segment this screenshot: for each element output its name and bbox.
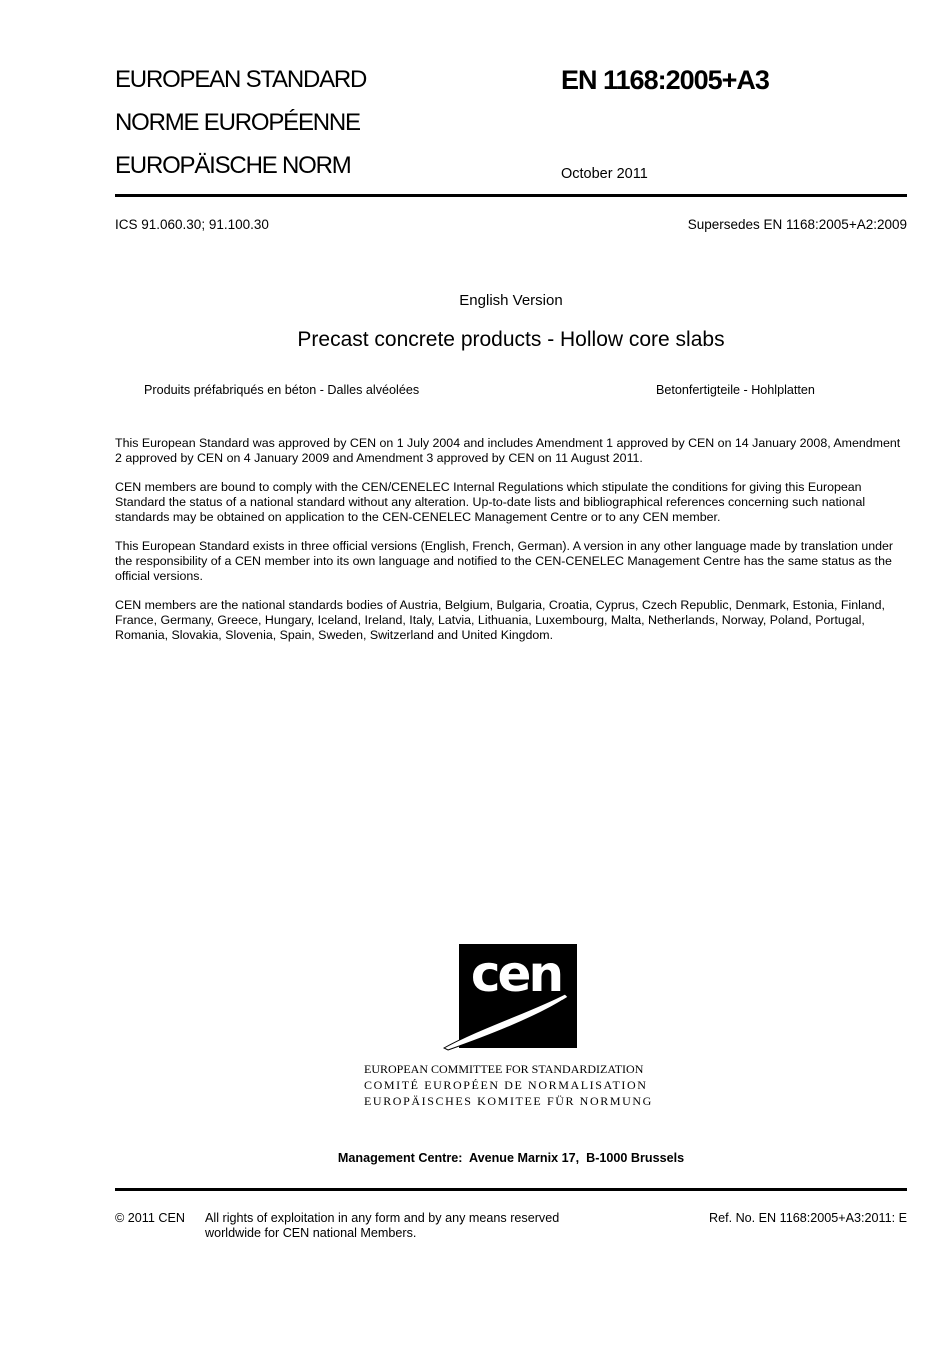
version-label: English Version (459, 292, 563, 309)
cen-logo-graphic (440, 942, 580, 1054)
committee-german: EUROPÄISCHES KOMITEE FÜR NORMUNG (364, 1094, 653, 1108)
cen-logo (440, 942, 580, 1054)
committee-french: COMITÉ EUROPÉEN DE NORMALISATION (364, 1078, 648, 1092)
body-text (115, 436, 907, 657)
title-french: NORME EUROPÉENNE (115, 109, 360, 136)
header-rule (115, 194, 907, 197)
title-german-translation: Betonfertigteile - Hohlplatten (656, 383, 815, 397)
document-title: Precast concrete products - Hollow core slabs (297, 328, 725, 351)
standard-number: EN 1168:2005+A3 (561, 65, 769, 95)
cen-logo-text: cen (470, 945, 562, 1003)
ics-codes: ICS 91.060.30; 91.100.30 (115, 217, 269, 232)
committee-english: EUROPEAN COMMITTEE FOR STANDARDIZATION (364, 1062, 644, 1076)
rights-line-1: All rights of exploitation in any form and by any means reserved (205, 1211, 560, 1225)
paragraph-members: CEN members are the national standards bodies of Austria, Belgium, Bulgaria, Croatia, Cyprus, Czech Republic, Denmark, Estonia, Finland, France, Germany, Greece, Hungary, Iceland, Ireland, Italy, Latvia, Lithuania, Luxembourg, Malta, Netherlands, Norway, Poland, Portugal, Romania, Slovakia, Slovenia, Spain, Sweden, Switzerland and United Kingdom. (115, 598, 885, 642)
copyright: © 2011 CEN (115, 1211, 185, 1225)
title-french-translation: Produits préfabriqués en béton - Dalles alvéolées (144, 383, 420, 397)
reference-number: Ref. No. EN 1168:2005+A3:2011: E (708, 1211, 907, 1225)
title-english: EUROPEAN STANDARD (115, 66, 367, 93)
publication-date: October 2011 (561, 166, 648, 182)
footer-rule (115, 1188, 907, 1191)
title-german: EUROPÄISCHE NORM (115, 152, 351, 179)
paragraph-approval: This European Standard was approved by CEN on 1 July 2004 and includes Amendment 1 approved by CEN on 14 January 2008, Amendment 2 approved by CEN on 4 January 2009 and Amendment 3 approved by CEN on 11 August 2011. (115, 436, 901, 465)
management-centre: Management Centre: Avenue Marnix 17, B-1000 Brussels (337, 1151, 685, 1165)
paragraph-regulations: CEN members are bound to comply with the CEN/CENELEC Internal Regulations which stipulate the conditions for giving this European Standard the status of a national standard without any alteration. Up-to-date lists and bibliographical references concerning such national standards may be obtained on application to the CEN-CENELEC Management Centre or to any CEN member. (115, 480, 866, 524)
paragraph-versions: This European Standard exists in three official versions (English, French, German). A version in any other language made by translation under the responsibility of a CEN member into its own language and notified to the CEN-CENELEC Management Centre has the same status as the official versions. (115, 539, 894, 583)
rights-line-2: worldwide for CEN national Members. (205, 1226, 417, 1240)
supersedes: Supersedes EN 1168:2005+A2:2009 (687, 217, 907, 232)
